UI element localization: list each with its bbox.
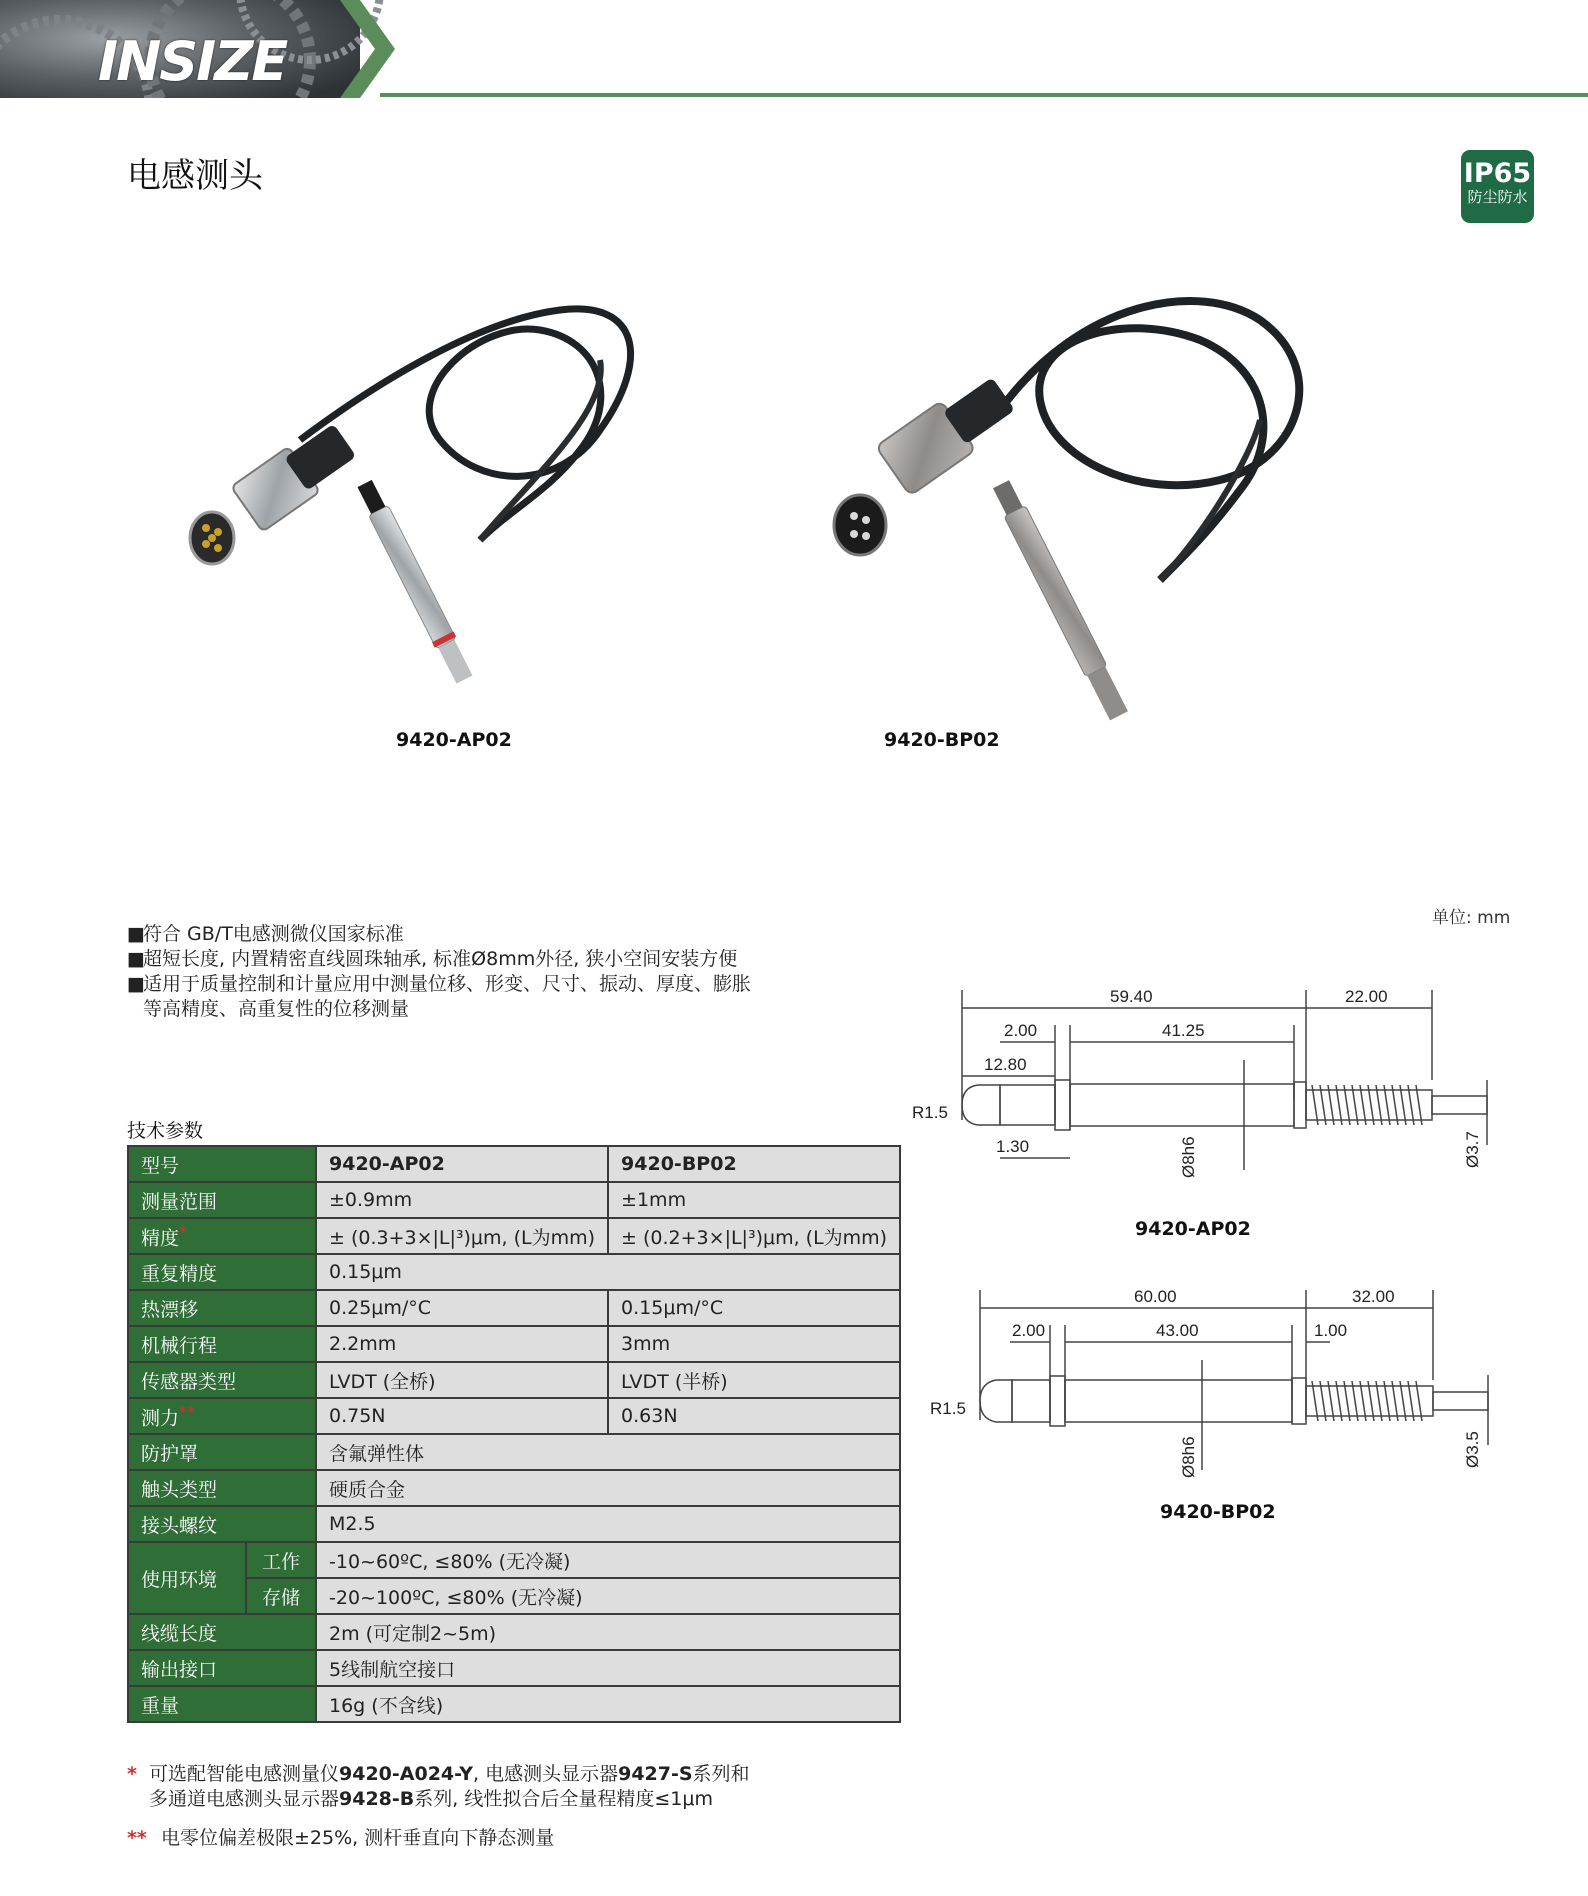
table-row bbox=[128, 1542, 900, 1578]
feature-item bbox=[127, 922, 817, 947]
dim-dia-rod: Ø3.5 bbox=[1463, 1431, 1482, 1468]
row-label: 型号 bbox=[128, 1146, 316, 1182]
cell-a: LVDT (全桥) bbox=[316, 1362, 608, 1398]
cell-a: 2.2mm bbox=[316, 1326, 608, 1362]
product-photo-ap02 bbox=[180, 280, 720, 700]
note-model: 9428-B bbox=[339, 1788, 415, 1810]
table-row bbox=[128, 1650, 900, 1686]
product-photo-bp02 bbox=[820, 280, 1360, 750]
dim-total: 59.40 bbox=[1110, 987, 1153, 1006]
footnote-star: * bbox=[179, 1221, 188, 1241]
row-label: 防护罩 bbox=[128, 1434, 316, 1470]
cell-a: 0.75N bbox=[316, 1398, 608, 1434]
product-caption-bp02: 9420-BP02 bbox=[884, 729, 1000, 751]
model-b: 9420-BP02 bbox=[608, 1146, 900, 1182]
dim-dia-body: Ø8h6 bbox=[1179, 1136, 1198, 1178]
feature-text: 超短长度, 内置精密直线圆珠轴承, 标准Ø8mm外径, 狭小空间安装方便 bbox=[143, 948, 738, 970]
cell-b: 3mm bbox=[608, 1326, 900, 1362]
table-row bbox=[128, 1470, 900, 1506]
cell-merged: 0.15μm bbox=[316, 1254, 900, 1290]
row-label: 触头类型 bbox=[128, 1470, 316, 1506]
cell-merged: M2.5 bbox=[316, 1506, 900, 1542]
table-row bbox=[128, 1434, 900, 1470]
note-text: 系列和 bbox=[692, 1763, 750, 1785]
row-label: 使用环境 bbox=[128, 1542, 246, 1614]
bullet-icon: ■ bbox=[127, 948, 145, 970]
cell-a: ± (0.3+3×|L|³)μm, (L为mm) bbox=[316, 1218, 608, 1254]
note-model: 9427-S bbox=[618, 1763, 693, 1785]
footnote-star: ** bbox=[127, 1827, 147, 1849]
row-label: 机械行程 bbox=[128, 1326, 316, 1362]
footnote-1 bbox=[127, 1762, 750, 1812]
dim-radius: R1.5 bbox=[930, 1399, 966, 1418]
spec-table bbox=[127, 1145, 901, 1723]
cell-b: ± (0.2+3×|L|³)μm, (L为mm) bbox=[608, 1218, 900, 1254]
table-title: 技术参数 bbox=[127, 1120, 204, 1142]
cell-merged: 2m (可定制2~5m) bbox=[316, 1614, 900, 1650]
note-text: 系列, 线性拟合后全量程精度≤1μm bbox=[414, 1788, 713, 1810]
dim-d1: 2.00 bbox=[1004, 1021, 1038, 1040]
cell-merged: -20~100ºC, ≤80% (无冷凝) bbox=[316, 1578, 900, 1614]
table-row bbox=[128, 1686, 900, 1722]
feature-item bbox=[127, 972, 763, 1022]
dim-d2: 1.00 bbox=[1314, 1321, 1348, 1340]
row-label: 传感器类型 bbox=[128, 1362, 316, 1398]
row-label: 测量范围 bbox=[128, 1182, 316, 1218]
page-title: 电感测头 bbox=[127, 156, 263, 196]
dim-body: 41.25 bbox=[1162, 1021, 1205, 1040]
note-text: 电零位偏差极限±25%, 测杆垂直向下静态测量 bbox=[161, 1827, 555, 1849]
row-label-text: 精度 bbox=[141, 1227, 180, 1250]
table-row bbox=[128, 1290, 900, 1326]
dimension-drawing-ap02 bbox=[900, 980, 1520, 1200]
feature-item bbox=[127, 947, 817, 972]
cell-a: 0.25μm/°C bbox=[316, 1290, 608, 1326]
cell-merged: -10~60ºC, ≤80% (无冷凝) bbox=[316, 1542, 900, 1578]
feature-text: 符合 GB/T电感测微仪国家标准 bbox=[143, 923, 404, 945]
feature-list bbox=[127, 922, 817, 1022]
dim-dia-rod: Ø3.7 bbox=[1463, 1131, 1482, 1168]
table-row bbox=[128, 1254, 900, 1290]
feature-text: 适用于质量控制和计量应用中测量位移、形变、尺寸、振动、厚度、膨胀等高精度、高重复性的位移测量 bbox=[143, 973, 752, 1020]
dim-d1: 2.00 bbox=[1012, 1321, 1046, 1340]
bullet-icon: ■ bbox=[127, 923, 145, 945]
note-text: 多通道电感测头显示器 bbox=[149, 1788, 340, 1810]
note-text: 可选配智能电感测量仪 bbox=[149, 1763, 340, 1785]
cell-b: 0.63N bbox=[608, 1398, 900, 1434]
table-row bbox=[128, 1614, 900, 1650]
sub-label: 存储 bbox=[246, 1578, 316, 1614]
unit-label: 单位: mm bbox=[1432, 908, 1511, 928]
dim-spring: 32.00 bbox=[1352, 1287, 1395, 1306]
table-row bbox=[128, 1218, 900, 1254]
row-label: 接头螺纹 bbox=[128, 1506, 316, 1542]
brand-logo: INSIZE bbox=[98, 30, 287, 93]
note-text: , 电感测头显示器 bbox=[473, 1763, 619, 1785]
diagram-caption-bp02: 9420-BP02 bbox=[1160, 1501, 1276, 1523]
product-caption-ap02: 9420-AP02 bbox=[396, 729, 512, 751]
table-row bbox=[128, 1506, 900, 1542]
sub-label: 工作 bbox=[246, 1542, 316, 1578]
dim-spring: 22.00 bbox=[1345, 987, 1388, 1006]
footnote-2 bbox=[127, 1826, 554, 1851]
note-model: 9420-A024-Y bbox=[339, 1763, 473, 1785]
cell-b: ±1mm bbox=[608, 1182, 900, 1218]
dim-total: 60.00 bbox=[1134, 1287, 1177, 1306]
row-label: 重量 bbox=[128, 1686, 316, 1722]
dim-d4: 1.30 bbox=[996, 1137, 1030, 1156]
cell-merged: 5线制航空接口 bbox=[316, 1650, 900, 1686]
ip-rating: IP65 bbox=[1463, 158, 1532, 189]
model-a: 9420-AP02 bbox=[316, 1146, 608, 1182]
cell-merged: 硬质合金 bbox=[316, 1470, 900, 1506]
ip65-badge bbox=[1461, 150, 1534, 223]
dimension-drawing-bp02 bbox=[900, 1280, 1520, 1490]
row-label bbox=[128, 1218, 316, 1254]
table-row bbox=[128, 1326, 900, 1362]
row-label bbox=[128, 1398, 316, 1434]
dim-body: 43.00 bbox=[1156, 1321, 1199, 1340]
row-label: 线缆长度 bbox=[128, 1614, 316, 1650]
dim-dia-body: Ø8h6 bbox=[1179, 1436, 1198, 1478]
ip-description: 防尘防水 bbox=[1467, 188, 1528, 206]
row-label-text: 测力 bbox=[141, 1407, 180, 1430]
bullet-icon: ■ bbox=[127, 973, 145, 995]
row-label: 热漂移 bbox=[128, 1290, 316, 1326]
dim-d3: 12.80 bbox=[984, 1055, 1027, 1074]
table-row bbox=[128, 1182, 900, 1218]
dim-radius: R1.5 bbox=[912, 1103, 948, 1122]
diagram-caption-ap02: 9420-AP02 bbox=[1135, 1218, 1251, 1240]
cell-a: ±0.9mm bbox=[316, 1182, 608, 1218]
cell-merged: 含氟弹性体 bbox=[316, 1434, 900, 1470]
table-row bbox=[128, 1362, 900, 1398]
row-label: 输出接口 bbox=[128, 1650, 316, 1686]
footnote-star: ** bbox=[179, 1401, 196, 1421]
cell-b: 0.15μm/°C bbox=[608, 1290, 900, 1326]
row-label: 重复精度 bbox=[128, 1254, 316, 1290]
footnote-star: * bbox=[127, 1763, 137, 1785]
cell-b: LVDT (半桥) bbox=[608, 1362, 900, 1398]
cell-merged: 16g (不含线) bbox=[316, 1686, 900, 1722]
table-row bbox=[128, 1146, 900, 1182]
header-rule bbox=[380, 93, 1588, 97]
table-row bbox=[128, 1398, 900, 1434]
